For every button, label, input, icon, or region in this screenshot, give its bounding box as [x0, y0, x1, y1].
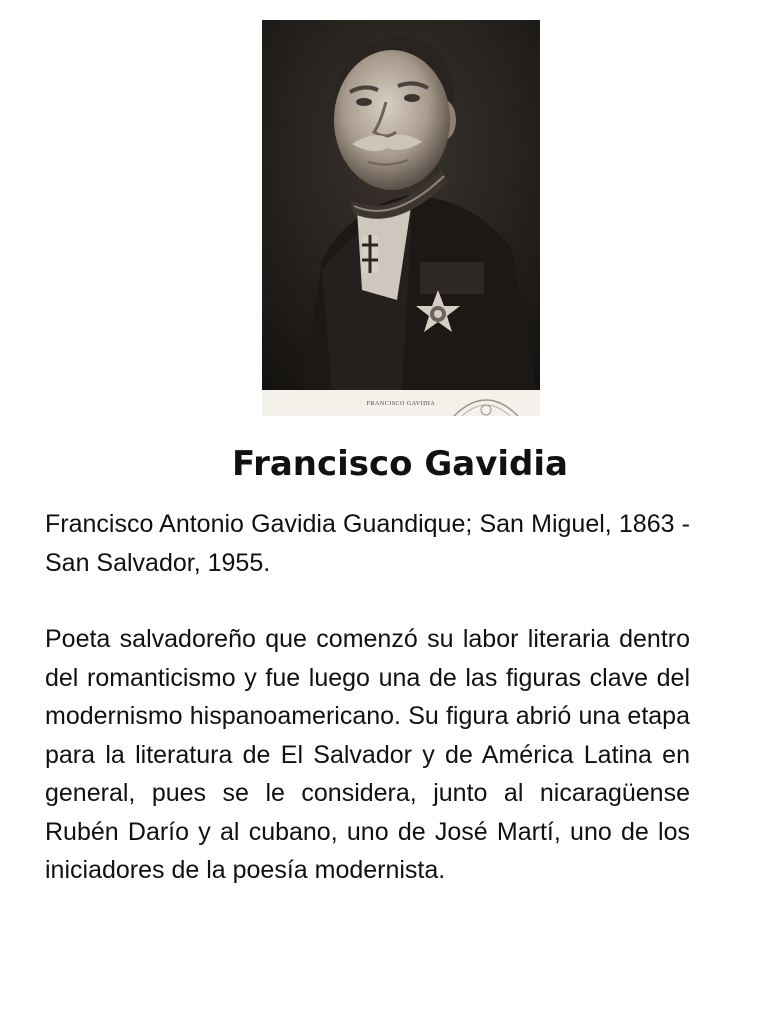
paragraph-intro: Francisco Antonio Gavidia Guandique; San Miguel, 1863 - San Salvador, 1955. — [45, 510, 690, 577]
paragraph-biography: Poeta salvadoreño que comenzó su labor literaria dentro del romanticismo y fue luego una de las figuras clave del modernismo hispanoamericano. Su figura abrió una etapa para la literatura de El Salvador y de América Latina en general, pues se le considera, junto al nicaragüense Rubén Darío y al cubano, uno de José Martí, uno de los iniciadores de la poesía modernista. — [45, 625, 690, 884]
biography-text — [45, 505, 690, 890]
stamp-seal-icon — [450, 392, 522, 416]
portrait-image — [262, 20, 540, 390]
photo-caption: FRANCISCO GAVIDIA — [366, 401, 436, 407]
page-title: Francisco Gavidia — [232, 444, 568, 484]
portrait-photo — [262, 20, 540, 416]
portrait-illustration — [262, 20, 540, 390]
